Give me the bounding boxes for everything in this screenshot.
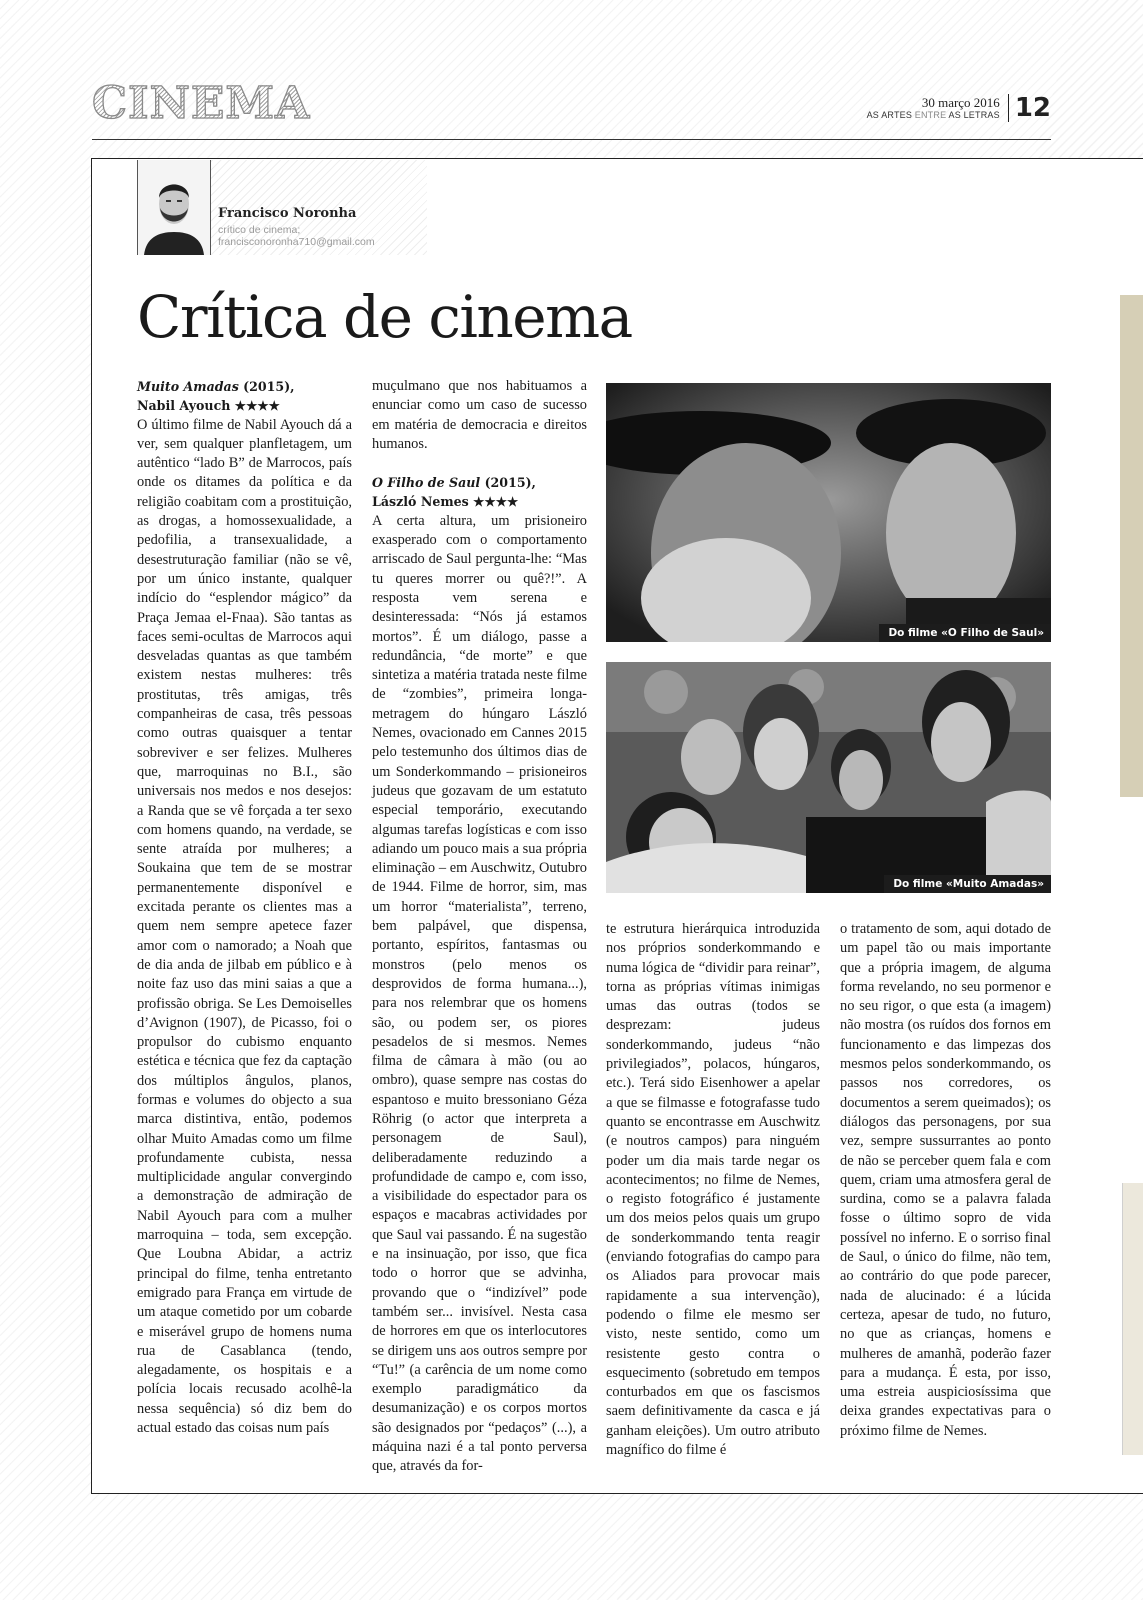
publication-name — [867, 110, 1000, 121]
paragraph-gap — [372, 454, 587, 473]
column-1 — [137, 377, 352, 1441]
photo-muito-amadas — [606, 662, 1051, 893]
publication-name-a: AS ARTES — [866, 109, 915, 120]
section-title: CINEMA — [92, 78, 311, 129]
review-1-body: O último filme de Nabil Ayouch dá a ver, sem qualquer planfletagem, um autêntico “lado B” de Marrocos, país onde os ditames da política e da religião coabitam com a prostituição, as drogas, a homossexualidade, a pedofilia, a transexualidade, a desestruturação familiar (não se vê, por um único instante, qualquer indício do “esplendor mágico” da Praça Jemaa el-Fnaa). São tantas as faces semi-ocultas de Marrocos aqui desveladas quantas as que também existem nestas mulheres: três prostitutas, três amigas, três companheiras de casa, três pessoas como outras quaisquer a tentar sobreviver e ser felizes. Mulheres que, marroquinas no B.I., são universais nos medos e nos desejos: a Randa que se vê forçada a ter sexo com homens quando, na verdade, se sente atraída por mulheres; a Soukaina que tem de se mostrar permanentemente disponível e excitada perante os clientes mas a quem nem sempre apetece fazer amor com o namorado; a Noah que de dia anda de jilbab em público e à noite faz uso das mini saias a que a profissão obriga. Se Les Demoiselles d’Avignon (1907), de Picasso, foi o propulsor do cubismo enquanto estética e técnica que fez da captação dos múltiplos ângulos, planos, formas e volumes do objecto a sua marca distintiva, então, podemos olhar Muito Amadas como um filme profundamente cubista, nessa multiplicidade angular convergindo a demonstração de admiração de Nabil Ayouch para com a mulher marroquina – toda, sem excepção. Que Loubna Abidar, a actriz principal do filme, tenha entretanto emigrado para França em virtude de um ataque cometido por um cobarde e miserável grupo de homens numa rua de Casablanca (tendo, alegadamente, os hospitais e a polícia locais recusado acolhê-la nessa sequência) só diz bem do actual estado das coisas num país — [137, 416, 352, 1437]
film-still-saul-image — [606, 383, 1051, 642]
masthead-separator — [1008, 94, 1009, 122]
review-1-director: Nabil Ayouch — [137, 398, 231, 414]
column-4 — [840, 920, 1051, 1440]
review-2-body: A certa altura, um prisioneiro exasperado com o comportamento arriscado de Saul pergunta-lhe: “Mas tu queres morrer ou quê?!”. A resposta vem serena e desinteressada: “Nós já estamos mortos”. É um diálogo, passe a redundância, “de morte” e que sintetiza a matéria tratada neste filme de “zombies”, primeira longa-metragem do húngaro László Nemes, ovacionado em Cannes 2015 pelo testemunho dos últimos dias de um Sonderkommando – prisioneiros judeus que gozavam de um estatuto especial temporário, executando algumas tarefas logísticas e com isso adiando um pouco mais a sua própria eliminação – em Auschwitz, Outubro de 1944. Filme de horror, sim, mas um horror “materialista”, terreno, bem palpável, que dispensa, portanto, espíritos, fantasmas ou monstros (pelo menos os desprovidos de forma humana...), para nos relembrar que os homens são, ou podem ser, os piores pesadelos de si mesmos. Nemes filma de câmara à mão (ou ao ombro), quase sempre nas costas do espantoso e muito bressoniano Géza Röhrig (o actor que interpreta a personagem de Saul), deliberadamente reduzindo a profundidade de campo e, com isso, a visibilidade do espectador para os espaços e macabras actividades por que Saul vai passando. É na sugestão e na insinuação, por isso, que fica todo o horror que se advinha, provando que o “indizível” pode também ser... invisível. Nesta casa de horrores em que os interlocutores se dirigem uns aos outros sempre por “Tu!” (a carência de um nome como exemplo paradigmático da desumanização) e os corpos mortos são designados por “pedaços” (...), a máquina nazi é a tal ponto perversa que, através da for- — [372, 512, 588, 1475]
author-box — [137, 160, 427, 255]
publication-name-c: AS LETRAS — [946, 109, 1000, 120]
headline: Crítica de cinema — [137, 283, 632, 351]
review-2-body-cont: te estrutura hierárquica introduzida nos próprios sonderkommando e numa lógica de “dividir para reinar”, torna as próprias vítimas inimigas umas das outras (todos se desprezam: judeus sonderkommando, judeus “não privilegiados”, polacos, húngaros, etc.). Terá sido Eisenhower a apelar a que se filmasse e fotografasse tudo quanto se encontrasse em Auschwitz (e noutros campos) para ninguém poder um dia mais tarde negar os acontecimentos; no filme de Nemes, o registo fotográfico é justamente um dos meios pelos quais um grupo de sonderkommando tenta reagir (enviando fotografias do campo para os Aliados para provocar mais rapidamente a sua intervenção), podendo o filme ele mesmo ser visto, neste sentido, como um resistente gesto contra o esquecimento (sobretudo em tempos conturbados em que os fascismos saem definitivamente da casca e já ganham eleições). Um outro atributo magnífico do filme é — [606, 921, 820, 1459]
author-photo — [137, 160, 211, 255]
review-2-title — [372, 473, 587, 492]
photo-caption-amadas: Do filme «Muito Amadas» — [884, 875, 1051, 893]
publication-name-b: ENTRE — [914, 109, 947, 120]
column-3 — [606, 920, 820, 1459]
side-color-bar — [1120, 295, 1143, 797]
review-2-stars: ★★★★ — [473, 494, 519, 510]
review-1-film: Muito Amadas — [137, 379, 239, 394]
masthead-meta — [867, 96, 1000, 121]
column-2 — [372, 377, 588, 1475]
issue-date: 30 março 2016 — [921, 94, 1000, 110]
review-2-year: (2015), — [480, 475, 536, 491]
author-email[interactable]: francisconoronha710@gmail.com — [218, 236, 375, 248]
photo-caption-saul: Do filme «O Filho de Saul» — [879, 624, 1051, 642]
header-rule — [92, 139, 1051, 140]
page-number: 12 — [1014, 93, 1051, 123]
author-portrait-icon — [138, 160, 210, 255]
author-name: Francisco Noronha — [218, 206, 357, 221]
side-illustration — [1122, 1183, 1143, 1455]
author-role: crítico de cinema; — [218, 224, 301, 236]
review-2-body-end: o tratamento de som, aqui dotado de um papel tão ou mais importante que a própria imagem, de alguma forma revelando, no seu pormenor e no seu rigor, o que esta (a imagem) não mostra (os ruídos dos fornos em funcionamento e das limpezas dos mesmos pelos sonderkommando, os passos nos corredores, os documentos a serem queimados); os diálogos das personagens, por sua vez, sempre sussurrantes ao ponto de não se perceber quem fala e com quem, criam uma atmosfera geral de surdina, como se a palavra falada fosse o último sopro de vida possível no inferno. E o sorriso final de Saul, o único do filme, não tem, ao contrário do que pode parecer, nada de alucinado: é a lúcida certeza, apesar de tudo, no futuro, no que as crianças, homens e mulheres de amanhã, poderão fazer para a mudança. É esta, por isso, uma estreia auspiciosíssima que deixa grandes expectativas para o próximo filme de Nemes. — [840, 921, 1051, 1439]
review-1-body-cont: muçulmano que nos habituamos a enunciar como um caso de sucesso em matéria de democracia e direitos humanos. — [372, 378, 587, 452]
review-1-credit — [137, 396, 352, 415]
masthead — [867, 94, 1051, 122]
review-1-stars: ★★★★ — [234, 398, 280, 414]
review-2-credit — [372, 492, 587, 511]
review-2-director: László Nemes — [372, 494, 469, 510]
photo-filho-de-saul — [606, 383, 1051, 642]
review-1-year: (2015), — [238, 379, 295, 394]
film-still-amadas-image — [606, 662, 1051, 893]
review-2-film: O Filho de Saul — [372, 475, 481, 491]
review-1-title — [137, 377, 352, 396]
